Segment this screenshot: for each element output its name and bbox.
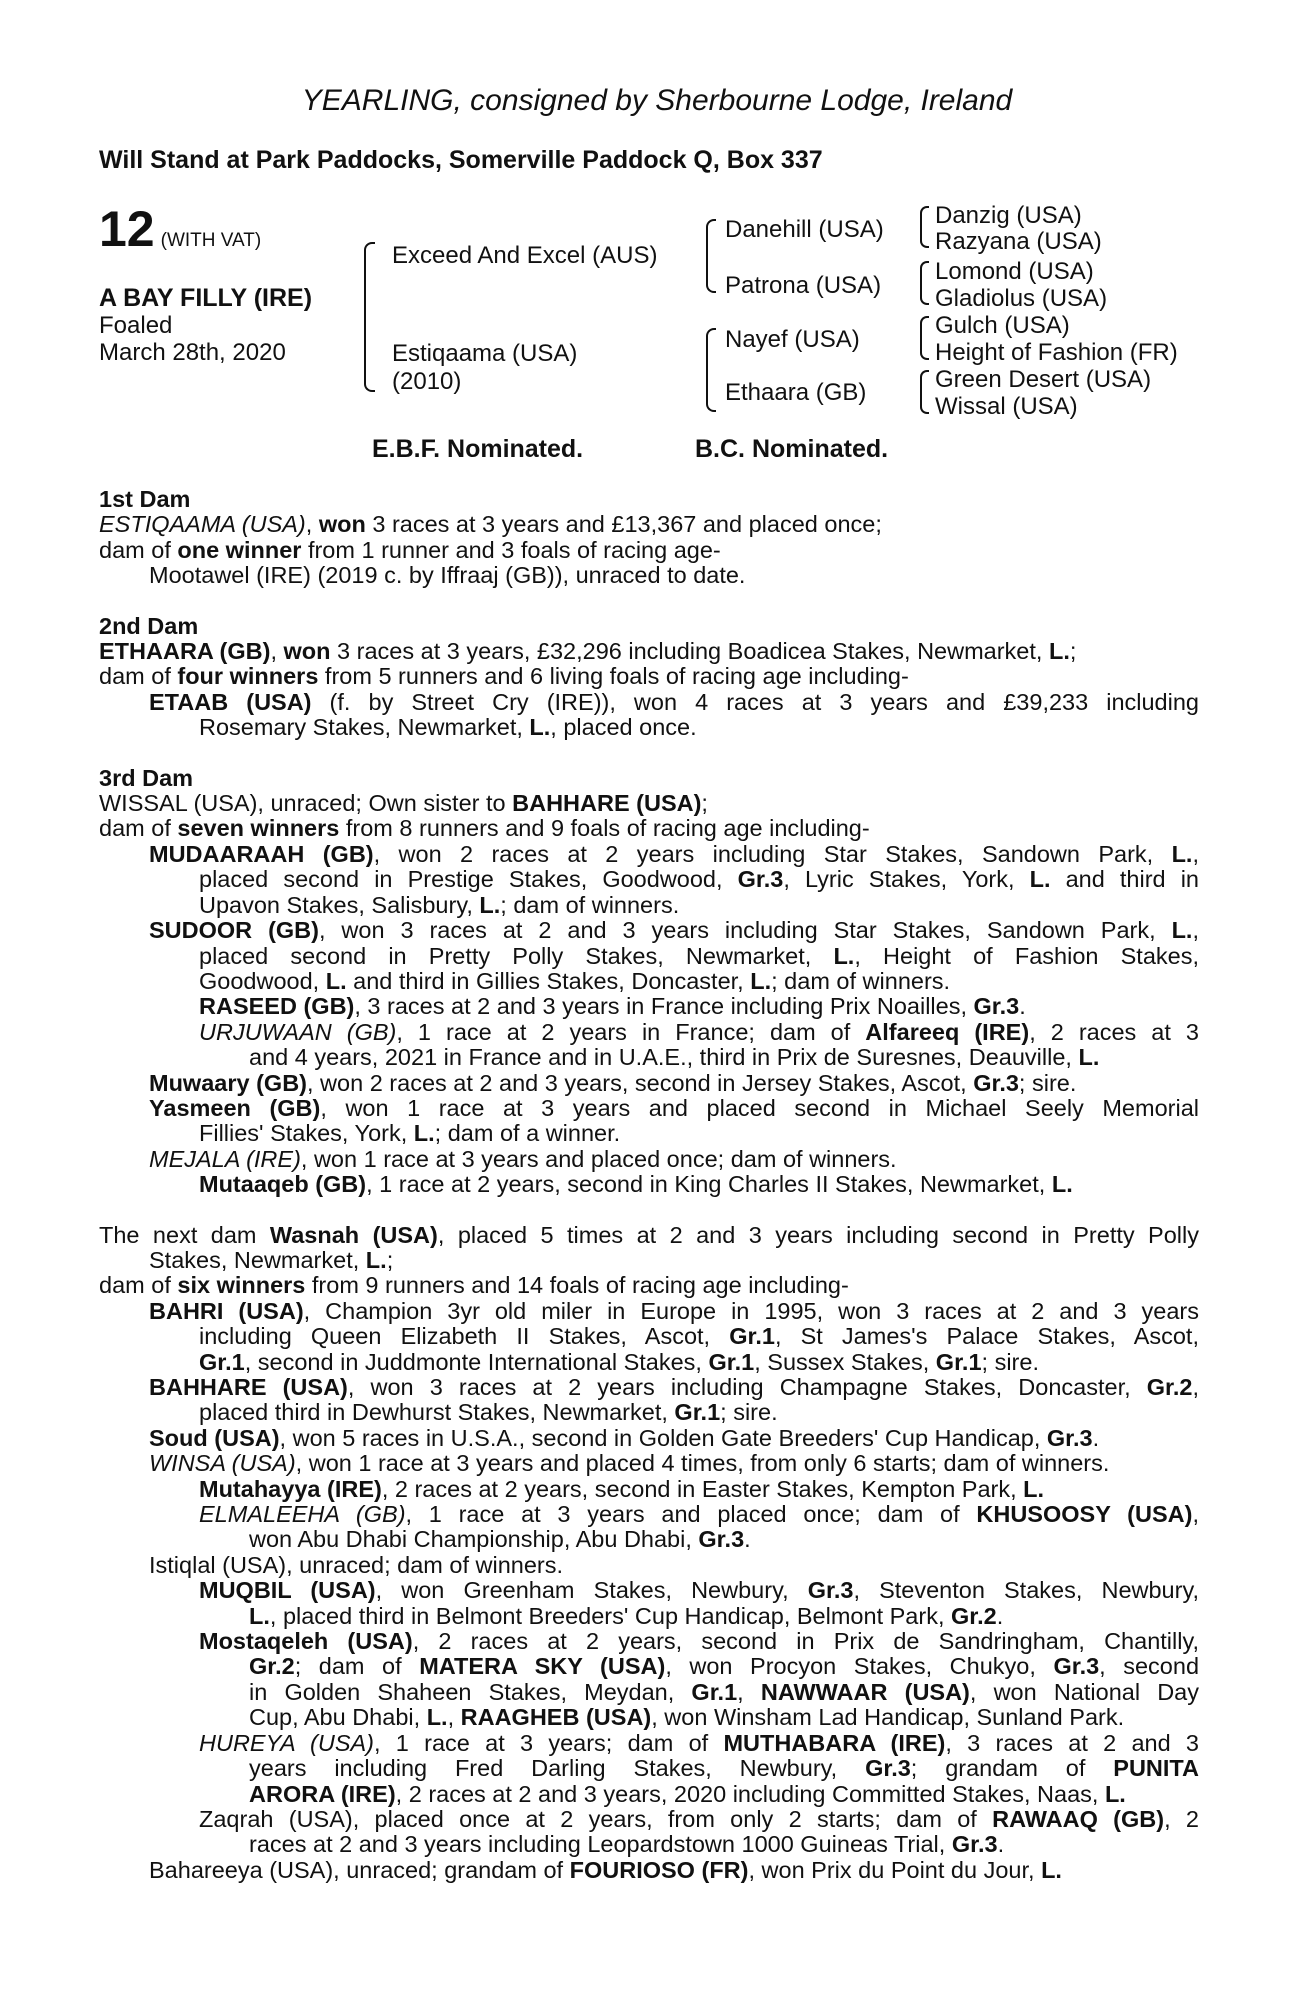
horse-title: A BAY FILLY (IRE) <box>99 284 313 312</box>
third-dam-line: placed second in Prestige Stakes, Goodwood, Gr.3, Lyric Stakes, York, L. and third in <box>199 866 1199 893</box>
third-dam-line: SUDOOR (GB), won 3 races at 2 and 3 years including Star Stakes, Sandown Park, L., <box>149 917 1199 944</box>
pedigree-brace-sire <box>706 219 716 293</box>
catalogue-body <box>99 487 1199 1908</box>
sds-name: Lomond (USA) <box>935 258 1094 285</box>
third-dam-line: MUDAARAAH (GB), won 2 races at 2 years including Star Stakes, Sandown Park, L., <box>149 840 1199 867</box>
next-dam-line: BAHRI (USA), Champion 3yr old miler in Europe in 1995, won 3 races at 2 and 3 years <box>149 1297 1199 1324</box>
consignment-heading: YEARLING, consigned by Sherbourne Lodge, Ireland <box>301 84 1013 117</box>
second-dam-line: ETHAARA (GB), won 3 races at 3 years, £32,296 including Boadicea Stakes, Newmarket, L.; <box>99 638 1077 665</box>
bc-nomination: B.C. Nominated. <box>695 435 889 463</box>
pedigree-brace-dam <box>706 328 716 412</box>
second-dam-line: Rosemary Stakes, Newmarket, L., placed once. <box>199 714 697 741</box>
next-dam-line: placed third in Dewhurst Stakes, Newmarket, Gr.1; sire. <box>199 1399 778 1426</box>
first-dam-line: Mootawel (IRE) (2019 c. by Iffraaj (GB)), unraced to date. <box>149 562 746 589</box>
first-dam-line: dam of one winner from 1 runner and 3 foals of racing age- <box>99 536 721 563</box>
next-dam-line: Cup, Abu Dhabi, L., RAAGHEB (USA), won Winsham Lad Handicap, Sunland Park. <box>249 1704 1125 1731</box>
third-dam-line: Upavon Stakes, Salisbury, L.; dam of winners. <box>199 891 680 918</box>
next-dam-line: HUREYA (USA), 1 race at 3 years; dam of MUTHABARA (IRE), 3 races at 2 and 3 <box>199 1729 1199 1756</box>
sdd-name: Gladiolus (USA) <box>935 285 1108 312</box>
second-dam-line: ETAAB (USA) (f. by Street Cry (IRE)), won 4 races at 3 years and £39,233 including <box>149 688 1199 715</box>
next-dam-section <box>99 1223 1199 1884</box>
next-dam-line: including Queen Elizabeth II Stakes, Ascot, Gr.1, St James's Palace Stakes, Ascot, <box>199 1323 1199 1350</box>
first-dam-heading: 1st Dam <box>99 486 191 512</box>
pedigree-brace-sd <box>920 261 929 305</box>
vat-label: (WITH VAT) <box>160 230 262 251</box>
next-dam-line: races at 2 and 3 years including Leopardstown 1000 Guineas Trial, Gr.3. <box>249 1831 1005 1858</box>
first-dam-line: ESTIQAAMA (USA), won 3 races at 3 years and £13,367 and placed once; <box>99 511 882 538</box>
third-dam-line: MEJALA (IRE), won 1 race at 3 years and placed once; dam of winners. <box>149 1145 897 1172</box>
pedigree-brace-main <box>364 242 375 392</box>
ssd-name: Razyana (USA) <box>935 228 1102 255</box>
second-dam-heading: 2nd Dam <box>99 612 199 639</box>
next-dam-line: L., placed third in Belmont Breeders' Cup Handicap, Belmont Park, Gr.2. <box>249 1602 1004 1629</box>
next-dam-line: Istiqlal (USA), unraced; dam of winners. <box>149 1551 564 1578</box>
second-dam-section <box>99 614 1199 741</box>
third-dam-line: RASEED (GB), 3 races at 2 and 3 years in France including Prix Noailles, Gr.3. <box>199 993 1026 1020</box>
ddd-name: Wissal (USA) <box>935 393 1078 420</box>
ebf-nomination: E.B.F. Nominated. <box>372 435 584 463</box>
next-dam-line: Stakes, Newmarket, L.; <box>149 1246 394 1273</box>
pedigree-brace-ss <box>920 206 929 248</box>
third-dam-line: placed second in Pretty Polly Stakes, Newmarket, L., Height of Fashion Stakes, <box>199 942 1199 969</box>
dam-name: Estiqaama (USA) <box>392 340 578 367</box>
lot-number: 12 <box>99 201 155 257</box>
dam-sire: Nayef (USA) <box>725 326 860 353</box>
foaled-label: Foaled <box>99 312 173 339</box>
dds-name: Green Desert (USA) <box>935 366 1152 393</box>
next-dam-line: ELMALEEHA (GB), 1 race at 3 years and placed once; dam of KHUSOOSY (USA), <box>199 1501 1199 1528</box>
next-dam-line: Mutahayya (IRE), 2 races at 2 years, second in Easter Stakes, Kempton Park, L. <box>199 1475 1045 1502</box>
next-dam-line: MUQBIL (USA), won Greenham Stakes, Newbury, Gr.3, Steventon Stakes, Newbury, <box>199 1577 1199 1604</box>
next-dam-line: years including Fred Darling Stakes, Newbury, Gr.3; grandam of PUNITA <box>249 1755 1199 1782</box>
next-dam-line: won Abu Dhabi Championship, Abu Dhabi, Gr.3. <box>249 1526 751 1553</box>
sire-dam: Patrona (USA) <box>725 272 882 299</box>
dam-year: (2010) <box>392 368 462 395</box>
sss-name: Danzig (USA) <box>935 202 1082 229</box>
next-dam-line: in Golden Shaheen Stakes, Meydan, Gr.1, NAWWAAR (USA), won National Day <box>249 1678 1199 1705</box>
next-dam-line: BAHHARE (USA), won 3 races at 2 years including Champagne Stakes, Doncaster, Gr.2, <box>149 1374 1199 1400</box>
third-dam-line: Mutaaqeb (GB), 1 race at 2 years, second in King Charles II Stakes, Newmarket, L. <box>199 1171 1073 1198</box>
next-dam-line: ARORA (IRE), 2 races at 2 and 3 years, 2020 including Committed Stakes, Naas, L. <box>249 1780 1126 1807</box>
stand-location: Will Stand at Park Paddocks, Somerville Paddock Q, Box 337 <box>99 146 823 174</box>
foaled-date: March 28th, 2020 <box>99 339 286 366</box>
next-dam-line: The next dam Wasnah (USA), placed 5 times at 2 and 3 years including second in Pretty Polly <box>99 1221 1199 1248</box>
third-dam-line: Yasmeen (GB), won 1 race at 3 years and placed second in Michael Seely Memorial <box>149 1094 1199 1121</box>
next-dam-line: Gr.2; dam of MATERA SKY (USA), won Procyon Stakes, Chukyo, Gr.3, second <box>249 1653 1200 1680</box>
third-dam-line: URJUWAAN (GB), 1 race at 2 years in France; dam of Alfareeq (IRE), 2 races at 3 <box>199 1018 1200 1045</box>
third-dam-line: Muwaary (GB), won 2 races at 2 and 3 years, second in Jersey Stakes, Ascot, Gr.3; sire. <box>149 1069 1077 1096</box>
third-dam-line: Goodwood, L. and third in Gillies Stakes, Doncaster, L.; dam of winners. <box>199 967 951 994</box>
dam-dam: Ethaara (GB) <box>725 379 867 406</box>
sire-sire: Danehill (USA) <box>725 216 884 243</box>
pedigree-brace-dd <box>920 370 929 414</box>
third-dam-line: Fillies' Stakes, York, L.; dam of a winner. <box>199 1120 621 1147</box>
lot-block <box>99 201 262 257</box>
next-dam-line: Soud (USA), won 5 races in U.S.A., second in Golden Gate Breeders' Cup Handicap, Gr.3. <box>149 1424 1100 1451</box>
first-dam-section <box>99 487 1199 589</box>
next-dam-line: Gr.1, second in Juddmonte International Stakes, Gr.1, Sussex Stakes, Gr.1; sire. <box>199 1348 1039 1375</box>
dsd-name: Height of Fashion (FR) <box>935 339 1178 366</box>
next-dam-line: Zaqrah (USA), placed once at 2 years, from only 2 starts; dam of RAWAAQ (GB), 2 <box>199 1805 1199 1832</box>
next-dam-line: WINSA (USA), won 1 race at 3 years and placed 4 times, from only 6 starts; dam of winners. <box>149 1450 1110 1477</box>
third-dam-line: and 4 years, 2021 in France and in U.A.E., third in Prix de Suresnes, Deauville, L. <box>249 1044 1100 1071</box>
third-dam-line: WISSAL (USA), unraced; Own sister to BAHHARE (USA); <box>99 790 708 817</box>
third-dam-section <box>99 766 1199 1198</box>
pedigree-brace-ds <box>920 316 929 360</box>
third-dam-line: dam of seven winners from 8 runners and 9 foals of racing age including- <box>99 815 870 842</box>
next-dam-line: dam of six winners from 9 runners and 14 foals of racing age including- <box>99 1272 849 1299</box>
sire-name: Exceed And Excel (AUS) <box>392 242 658 269</box>
dss-name: Gulch (USA) <box>935 312 1070 339</box>
next-dam-line: Bahareeya (USA), unraced; grandam of FOURIOSO (FR), won Prix du Point du Jour, L. <box>149 1856 1062 1883</box>
next-dam-line: Mostaqeleh (USA), 2 races at 2 years, second in Prix de Sandringham, Chantilly, <box>199 1628 1199 1655</box>
horse-info <box>99 285 312 366</box>
second-dam-line: dam of four winners from 5 runners and 6 living foals of racing age including- <box>99 663 909 690</box>
third-dam-heading: 3rd Dam <box>99 764 194 791</box>
